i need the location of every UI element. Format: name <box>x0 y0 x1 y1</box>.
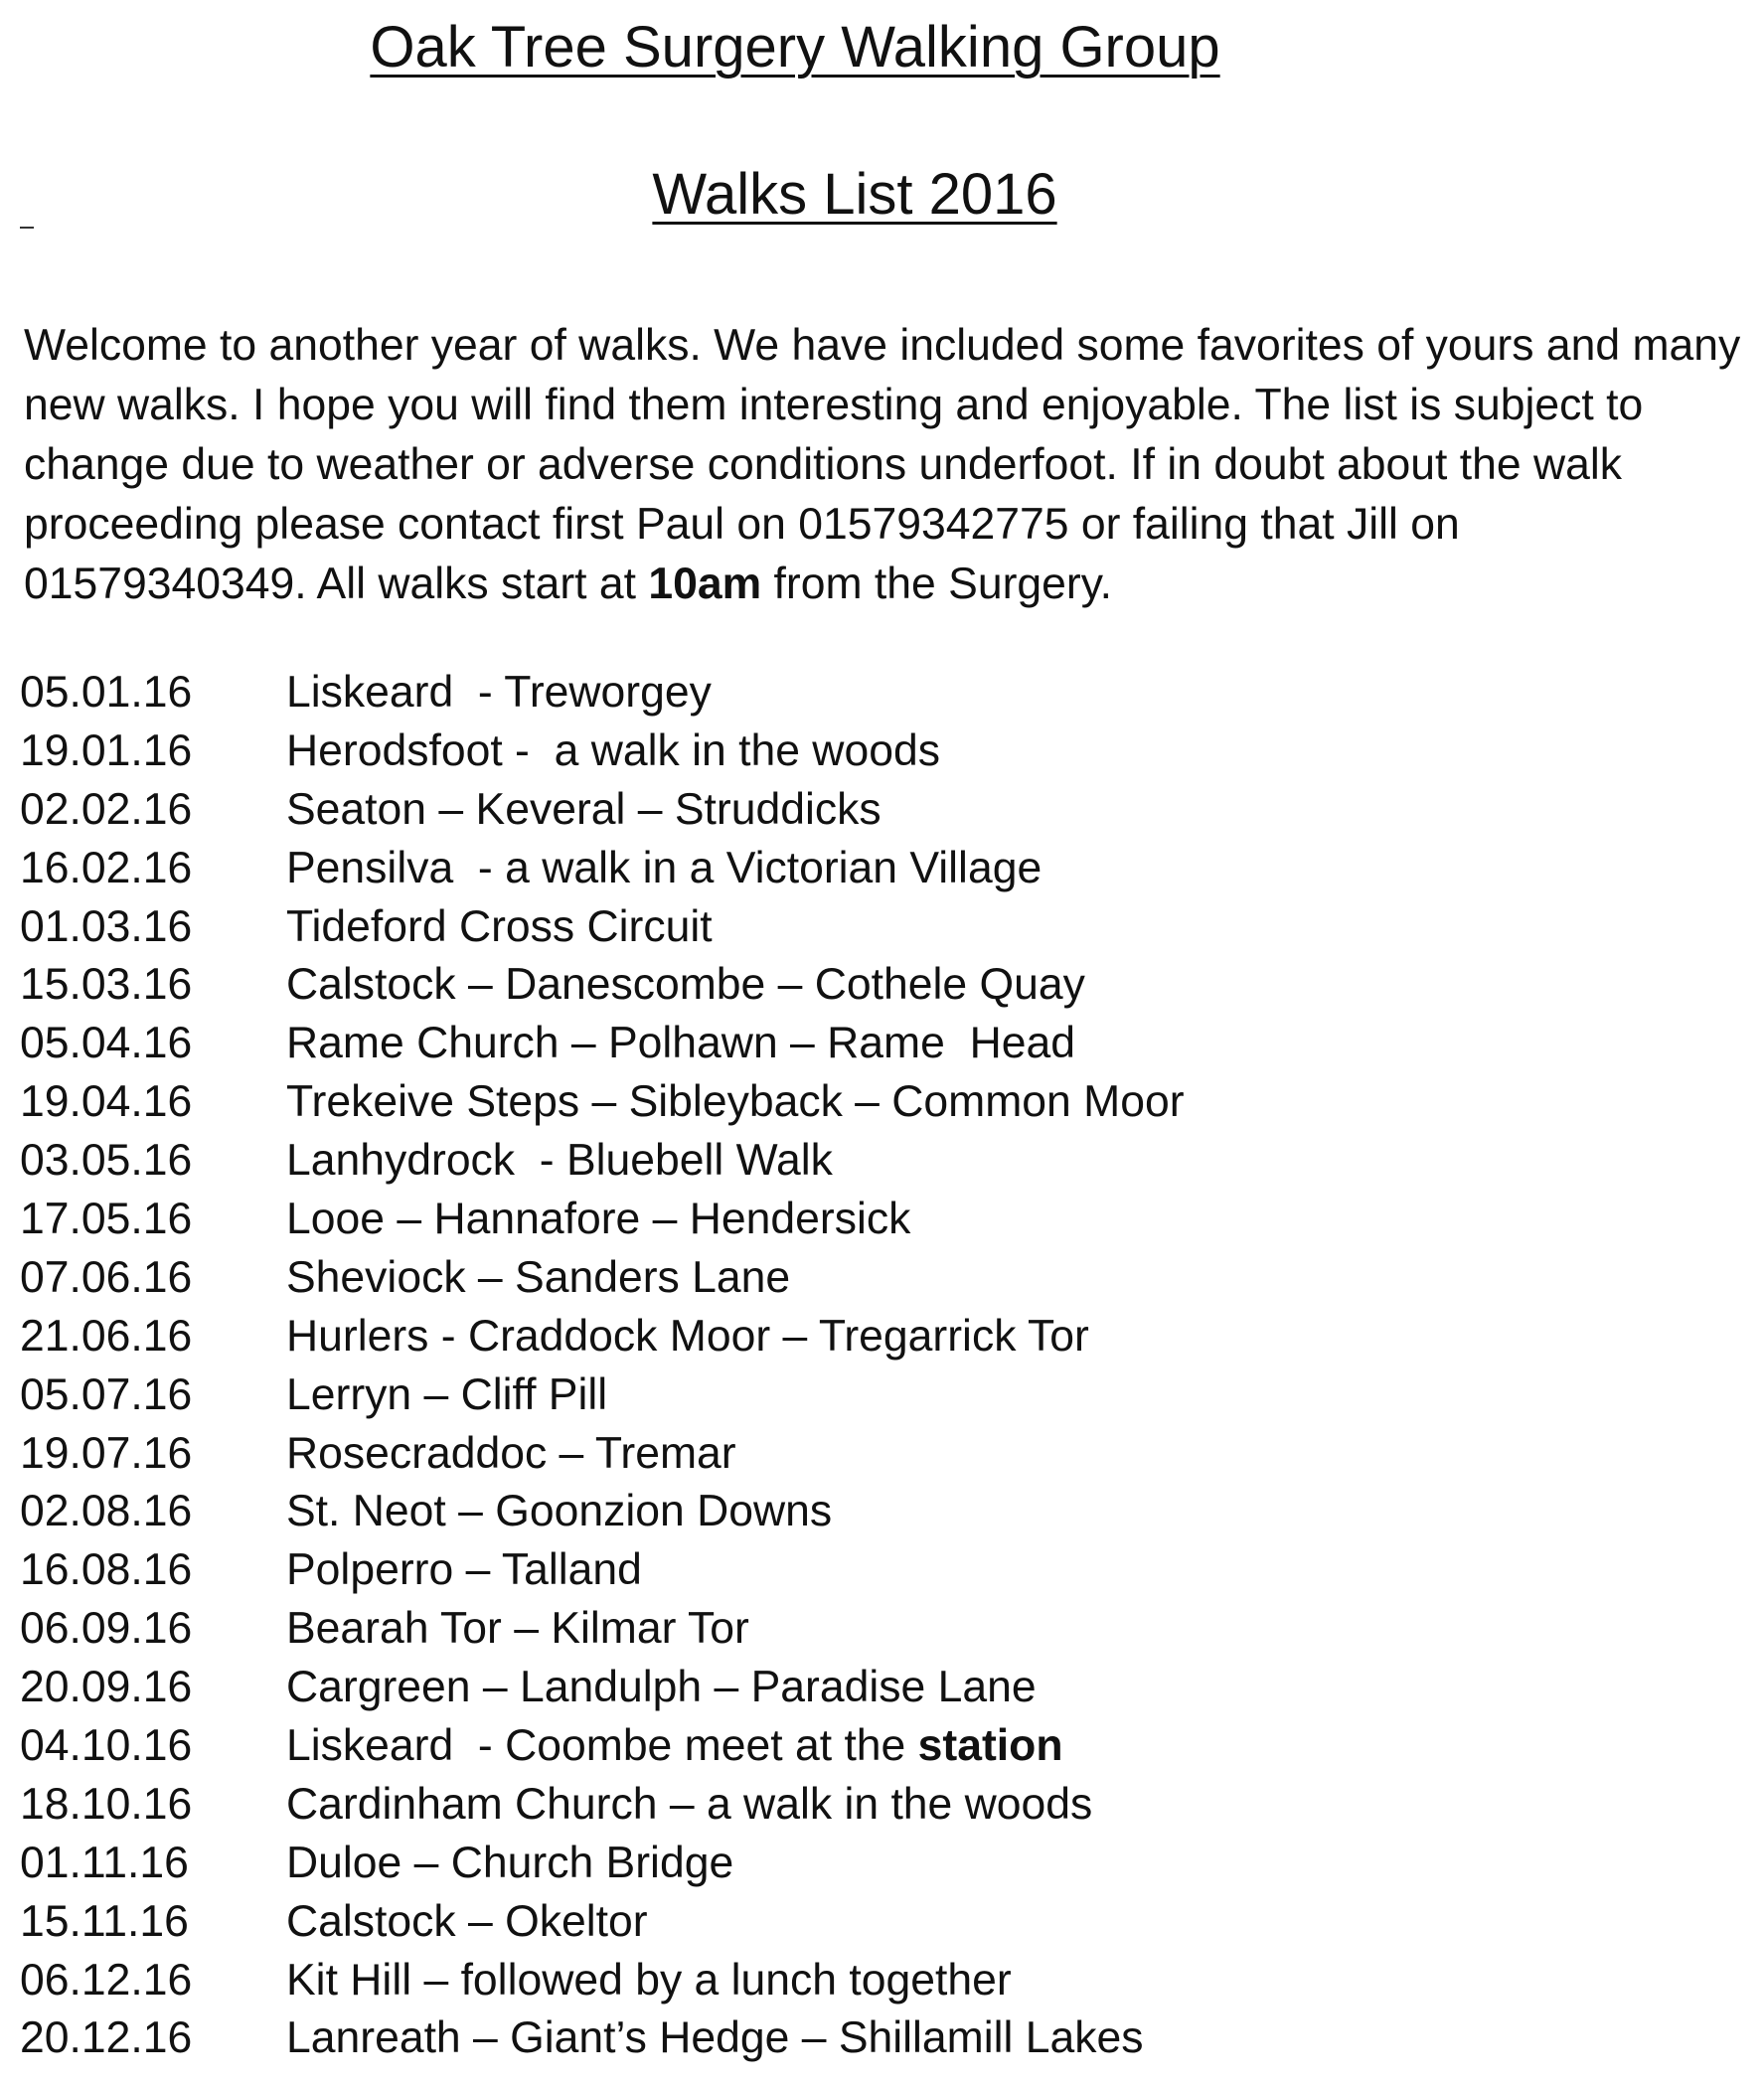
scan-mark <box>20 227 34 229</box>
walk-date: 15.03.16 <box>20 960 193 1010</box>
walk-row <box>20 1776 1749 1835</box>
walk-date: 18.10.16 <box>20 1779 193 1829</box>
walk-row <box>20 1015 1749 1073</box>
walk-route-text: Sheviock – Sanders Lane <box>286 1252 791 1302</box>
walk-route <box>286 2009 1144 2068</box>
walk-route-text: Cardinham Church – a walk in the woods <box>286 1779 1093 1829</box>
walk-route <box>286 781 882 840</box>
walk-row <box>20 1249 1749 1308</box>
walk-row <box>20 1717 1749 1776</box>
walk-route-text: Pensilva - a walk in a Victorian Village <box>286 843 1042 892</box>
walk-route <box>286 1249 790 1308</box>
walk-route-text: Duloe – Church Bridge <box>286 1838 734 1887</box>
walk-date: 06.09.16 <box>20 1604 193 1654</box>
walk-route-text: Hurlers - Craddock Moor – Tregarrick Tor <box>286 1311 1089 1361</box>
walk-route-text: Herodsfoot - a walk in the woods <box>286 725 940 775</box>
start-time: 10am <box>648 560 762 608</box>
walk-route-text: Calstock – Okeltor <box>286 1896 648 1946</box>
walk-route-text: Rame Church – Polhawn – Rame Head <box>286 1019 1075 1068</box>
walk-route-text: Lanhydrock - Bluebell Walk <box>286 1136 833 1186</box>
walk-row <box>20 1073 1749 1132</box>
walk-route-text: Liskeard - Coombe meet at the <box>286 1721 918 1771</box>
walk-row <box>20 1308 1749 1366</box>
walk-route-text: Rosecraddoc – Tremar <box>286 1428 736 1478</box>
walk-route-text: Looe – Hannafore – Hendersick <box>286 1195 911 1244</box>
walk-route <box>286 1600 749 1659</box>
walk-row <box>20 781 1749 840</box>
walk-date: 01.11.16 <box>20 1838 189 1887</box>
walk-row <box>20 1893 1749 1952</box>
walk-route-text: Calstock – Danescombe – Cothele Quay <box>286 960 1085 1010</box>
walk-date: 20.12.16 <box>20 2013 193 2063</box>
walk-row <box>20 1366 1749 1425</box>
walk-route <box>286 956 1085 1015</box>
walk-row <box>20 898 1749 957</box>
walk-route <box>286 1893 648 1952</box>
walk-route-text: Trekeive Steps – Sibleyback – Common Moor <box>286 1077 1185 1127</box>
walk-date: 15.11.16 <box>20 1896 189 1946</box>
walk-route <box>286 1659 1037 1717</box>
walk-date: 04.10.16 <box>20 1721 193 1771</box>
intro-text: Welcome to another year of walks. We have included some favorites of yours and many new walks. I hope you will find them interesting and enjoyable. The list is subject to change due to weather or adverse conditions underfoot. If in doubt about the walk proceeding please contact first Paul on 01579342775 or failing that Jill on 01579340349. All walks start at <box>24 321 1741 608</box>
walk-route <box>286 1191 910 1249</box>
intro-text-end: from the Surgery. <box>761 560 1113 608</box>
walk-route-bold: station <box>917 1721 1063 1771</box>
walk-route <box>286 722 940 781</box>
walk-route <box>286 840 1042 898</box>
walk-row <box>20 956 1749 1015</box>
walk-date: 16.08.16 <box>20 1545 193 1595</box>
walk-date: 01.03.16 <box>20 901 193 951</box>
walk-date: 19.01.16 <box>20 725 193 775</box>
walk-route <box>286 1717 1063 1776</box>
walk-row <box>20 1952 1749 2010</box>
walk-date: 20.09.16 <box>20 1663 193 1712</box>
walk-row <box>20 664 1749 722</box>
walk-route <box>286 1425 736 1484</box>
walk-date: 02.02.16 <box>20 784 193 834</box>
walk-row <box>20 1191 1749 1249</box>
walk-route <box>286 1073 1185 1132</box>
walk-route <box>286 1776 1092 1835</box>
walk-route <box>286 1366 607 1425</box>
walk-date: 17.05.16 <box>20 1195 193 1244</box>
walk-row <box>20 1425 1749 1484</box>
walk-route-text: Cargreen – Landulph – Paradise Lane <box>286 1663 1037 1712</box>
walk-route-text: Bearah Tor – Kilmar Tor <box>286 1604 749 1654</box>
walk-date: 03.05.16 <box>20 1136 193 1186</box>
walk-row <box>20 840 1749 898</box>
walk-route-text: Lerryn – Cliff Pill <box>286 1369 608 1419</box>
walk-row <box>20 2009 1749 2068</box>
walk-date: 05.07.16 <box>20 1369 193 1419</box>
walk-route <box>286 1952 1012 2010</box>
walk-route <box>286 898 713 957</box>
walk-route <box>286 664 712 722</box>
walk-date: 19.07.16 <box>20 1428 193 1478</box>
walk-row <box>20 1835 1749 1893</box>
walk-route-text: Kit Hill – followed by a lunch together <box>286 1955 1012 2005</box>
document-title: Oak Tree Surgery Walking Group <box>370 15 1220 80</box>
document-subtitle: Walks List 2016 <box>652 162 1057 227</box>
walk-row <box>20 1483 1749 1541</box>
walk-row <box>20 722 1749 781</box>
walk-date: 02.08.16 <box>20 1487 193 1536</box>
walk-date: 21.06.16 <box>20 1311 193 1361</box>
walk-route-text: St. Neot – Goonzion Downs <box>286 1487 833 1536</box>
walk-route <box>286 1541 642 1600</box>
walk-route-text: Tideford Cross Circuit <box>286 901 713 951</box>
walk-route <box>286 1308 1089 1366</box>
walk-row <box>20 1541 1749 1600</box>
walk-route <box>286 1483 832 1541</box>
walk-route <box>286 1132 833 1191</box>
walk-route-text: Liskeard - Treworgey <box>286 668 712 717</box>
intro-paragraph <box>24 316 1753 614</box>
walk-route-text: Seaton – Keveral – Struddicks <box>286 784 882 834</box>
walk-route-text: Lanreath – Giant’s Hedge – Shillamill Lakes <box>286 2013 1144 2063</box>
walks-list <box>20 664 1749 2068</box>
walk-date: 19.04.16 <box>20 1077 193 1127</box>
walk-date: 05.04.16 <box>20 1019 193 1068</box>
walk-route <box>286 1835 733 1893</box>
walk-row <box>20 1600 1749 1659</box>
walk-date: 06.12.16 <box>20 1955 193 2005</box>
walk-row <box>20 1132 1749 1191</box>
walk-date: 05.01.16 <box>20 668 193 717</box>
walk-route <box>286 1015 1075 1073</box>
walk-row <box>20 1659 1749 1717</box>
walk-route-text: Polperro – Talland <box>286 1545 642 1595</box>
walk-date: 16.02.16 <box>20 843 193 892</box>
walk-date: 07.06.16 <box>20 1252 193 1302</box>
